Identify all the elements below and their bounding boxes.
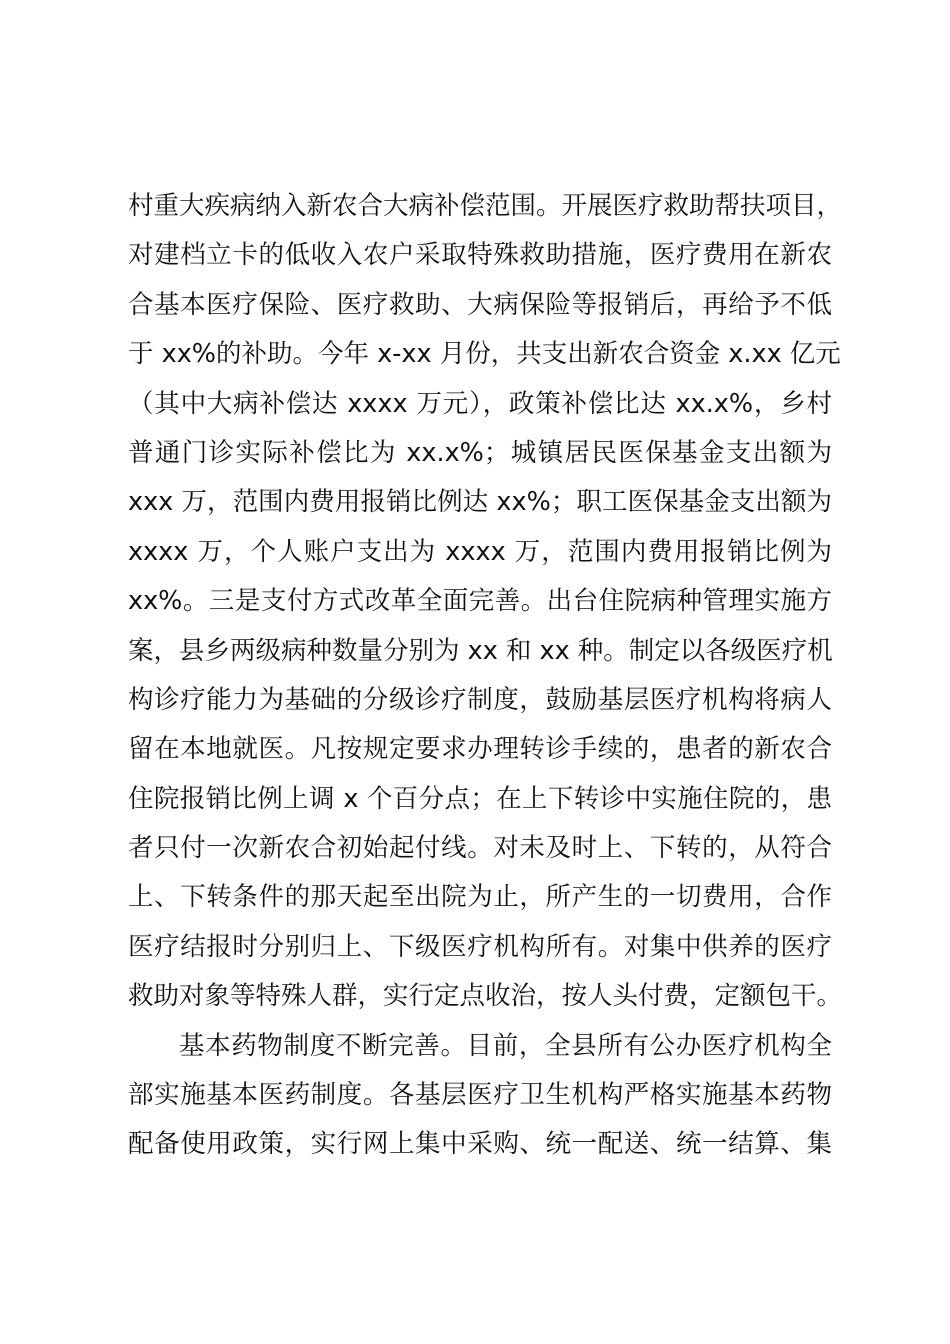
- paragraph-1-line-13: 住院报销比例上调 x 个百分点；在上下转诊中实施住院的，患: [128, 783, 832, 814]
- paragraph-1-line-4: 于 xx%的补助。今年 x-xx 月份，共支出新农合资金 x.xx 亿元: [128, 339, 841, 370]
- paragraph-1-line-6: 普通门诊实际补偿比为 xx.x%；城镇居民医保基金支出额为: [128, 437, 832, 468]
- paragraph-2-line-2: 部实施基本医药制度。各基层医疗卫生机构严格实施基本药物: [128, 1080, 832, 1111]
- paragraph-1-line-7: xxx 万，范围内费用报销比例达 xx%；职工医保基金支出额为: [128, 487, 832, 518]
- document-body: [128, 182, 843, 1170]
- paragraph-1-line-11: 构诊疗能力为基础的分级诊疗制度，鼓励基层医疗机构将病人: [128, 684, 832, 715]
- paragraph-1-line-15: 上、下转条件的那天起至出院为止，所产生的一切费用，合作: [128, 882, 832, 913]
- paragraph-2-line-1: 基本药物制度不断完善。目前，全县所有公办医疗机构全: [179, 1030, 832, 1061]
- paragraph-1-line-16: 医疗结报时分别归上、下级医疗机构所有。对集中供养的医疗: [128, 931, 832, 962]
- paragraph-1-line-1: 村重大疾病纳入新农合大病补偿范围。开展医疗救助帮扶项目，: [128, 191, 843, 221]
- paragraph-1-line-2: 对建档立卡的低收入农户采取特殊救助措施，医疗费用在新农: [128, 240, 832, 271]
- paragraph-1-line-5: （其中大病补偿达 xxxx 万元），政策补偿比达 xx.x%，乡村: [128, 388, 832, 419]
- paragraph-1-line-14: 者只付一次新农合初始起付线。对未及时上、下转的，从符合: [128, 833, 832, 864]
- paragraph-1-line-3: 合基本医疗保险、医疗救助、大病保险等报销后，再给予不低: [128, 289, 832, 320]
- paragraph-1-line-12: 留在本地就医。凡按规定要求办理转诊手续的，患者的新农合: [128, 734, 832, 765]
- paragraph-1-line-10: 案，县乡两级病种数量分别为 xx 和 xx 种。制定以各级医疗机: [128, 635, 833, 666]
- paragraph-1-line-8: xxxx 万，个人账户支出为 xxxx 万，范围内费用报销比例为: [128, 536, 832, 567]
- paragraph-1-line-17: 救助对象等特殊人群，实行定点收治，按人头付费，定额包干。: [128, 981, 843, 1012]
- paragraph-2-line-3: 配备使用政策，实行网上集中采购、统一配送、统一结算、集: [128, 1129, 832, 1160]
- paragraph-1-line-9: xx%。三是支付方式改革全面完善。出台住院病种管理实施方: [128, 586, 832, 617]
